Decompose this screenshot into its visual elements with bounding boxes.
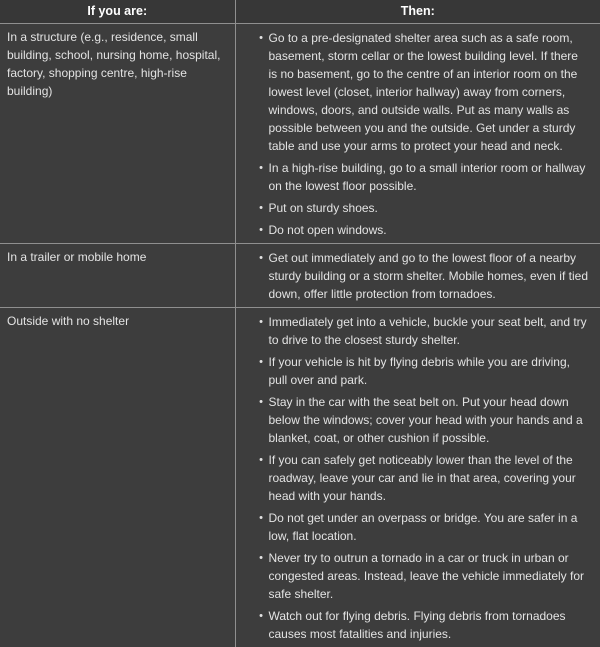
table-row [0, 23, 600, 243]
condition-cell [0, 307, 235, 647]
actions-cell [235, 243, 600, 307]
actions-cell [235, 307, 600, 647]
actions-list [236, 249, 595, 303]
condition-text: Outside with no shelter [7, 313, 130, 328]
action-item [236, 313, 595, 349]
action-item [236, 249, 595, 303]
bullet-icon: • [259, 315, 263, 328]
condition-text: In a structure (e.g., residence, small building, school, nursing home, hospital, factory, shopping centre, high-rise building) [7, 29, 221, 98]
action-item [236, 549, 595, 603]
condition-text: In a trailer or mobile home [7, 249, 147, 264]
action-text: Put on sturdy shoes. [268, 200, 378, 215]
header-row [0, 0, 600, 23]
bullet-icon: • [259, 551, 263, 564]
table-row [0, 243, 600, 307]
bullet-icon: • [259, 201, 263, 214]
action-text: Immediately get into a vehicle, buckle your seat belt, and try to drive to the closest sturdy shelter. [268, 314, 587, 347]
action-item [236, 509, 595, 545]
bullet-icon: • [259, 161, 263, 174]
actions-list [236, 29, 595, 239]
action-item [236, 607, 595, 643]
bullet-icon: • [259, 453, 263, 466]
action-item [236, 159, 595, 195]
bullet-icon: • [259, 609, 263, 622]
action-text: In a high-rise building, go to a small interior room or hallway on the lowest floor possible. [268, 160, 586, 193]
action-item [236, 393, 595, 447]
action-text: Get out immediately and go to the lowest floor of a nearby sturdy building or a storm shelter. Mobile homes, even if tied down, offer little protection from tornadoes. [268, 250, 588, 301]
action-text: Do not open windows. [268, 222, 387, 237]
action-text: Go to a pre-designated shelter area such as a safe room, basement, storm cellar or the lowest building level. If there is no basement, go to the centre of an interior room on the lowest level (closet, interior hallway) away from corners, windows, doors, and outside walls. Put as many walls as possible between you and the outside. Get under a sturdy table and use your arms to protect your head and neck. [268, 30, 578, 153]
actions-cell [235, 23, 600, 243]
condition-cell [0, 23, 235, 243]
actions-list [236, 313, 595, 643]
action-item [236, 221, 595, 239]
bullet-icon: • [259, 511, 263, 524]
action-text: Do not get under an overpass or bridge. You are safer in a low, flat location. [268, 510, 578, 543]
column-header-then: Then: [235, 0, 600, 23]
bullet-icon: • [259, 251, 263, 264]
action-text: If you can safely get noticeably lower than the level of the roadway, leave your car and lie in that area, covering your head with your hands. [268, 452, 576, 503]
column-header-if-you-are: If you are: [0, 0, 235, 23]
action-item [236, 29, 595, 155]
action-text: Watch out for flying debris. Flying debris from tornadoes causes most fatalities and injuries. [268, 608, 566, 641]
action-text: If your vehicle is hit by flying debris while you are driving, pull over and park. [268, 354, 570, 387]
action-text: Stay in the car with the seat belt on. Put your head down below the windows; cover your head with your hands and a blanket, coat, or other cushion if possible. [268, 394, 583, 445]
action-item [236, 199, 595, 217]
action-item [236, 353, 595, 389]
table-row [0, 307, 600, 647]
action-text: Never try to outrun a tornado in a car or truck in urban or congested areas. Instead, leave the vehicle immediately for safe shelter. [268, 550, 585, 601]
condition-cell [0, 243, 235, 307]
action-item [236, 451, 595, 505]
bullet-icon: • [259, 395, 263, 408]
bullet-icon: • [259, 31, 263, 44]
bullet-icon: • [259, 223, 263, 236]
bullet-icon: • [259, 355, 263, 368]
